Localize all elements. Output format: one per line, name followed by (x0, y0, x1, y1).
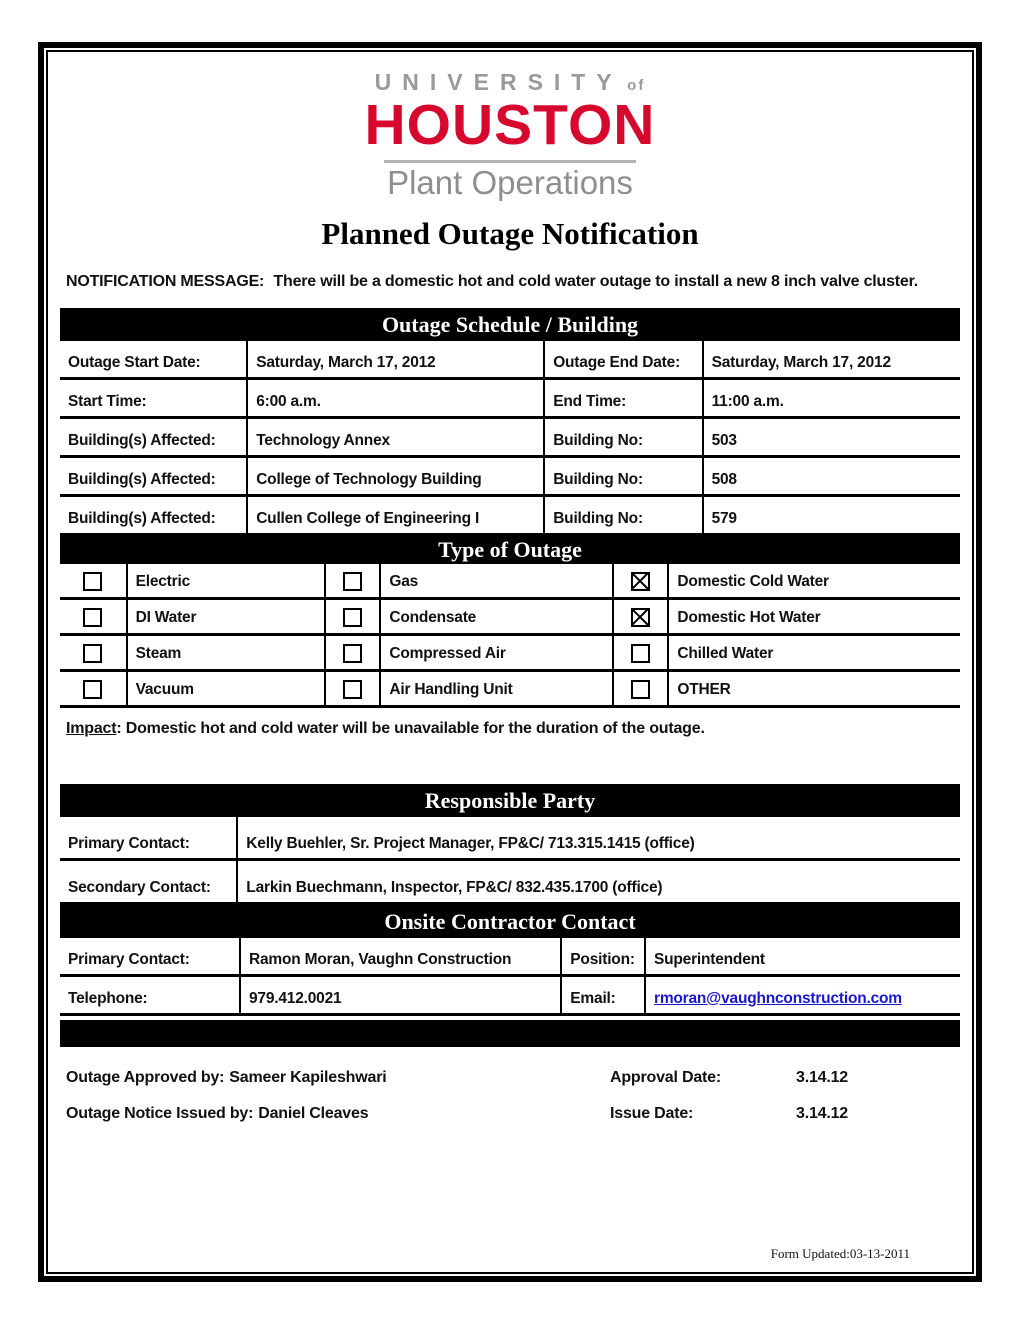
section-header-onsite-contractor: Onsite Contractor Contact (60, 905, 960, 938)
checkbox-chilled-water[interactable] (631, 644, 650, 663)
contact-value: Larkin Buechmann, Inspector, FP&C/ 832.435.1700 (office) (237, 859, 960, 903)
contact-label: Telephone: (60, 975, 240, 1014)
table-row (60, 598, 960, 634)
outage-type-label: Domestic Cold Water (668, 564, 960, 599)
section-header-outage-schedule: Outage Schedule / Building (60, 308, 960, 341)
outage-type-label: Domestic Hot Water (668, 598, 960, 634)
schedule-value: 579 (703, 495, 960, 534)
checkbox-domestic-cold-water[interactable] (631, 572, 650, 591)
outage-type-label: Steam (127, 634, 325, 670)
checkbox-di-water[interactable] (83, 608, 102, 627)
table-row (60, 670, 960, 706)
impact-label: Impact (66, 719, 117, 737)
contact-value: Superintendent (645, 938, 960, 976)
outage-type-label: DI Water (127, 598, 325, 634)
responsible-party-table (60, 817, 960, 905)
table-row (60, 975, 960, 1014)
approval-row (66, 1105, 954, 1123)
schedule-value: Cullen College of Engineering I (247, 495, 544, 534)
approval-date-label: Approval Date: (610, 1068, 721, 1086)
university-logo (60, 70, 960, 200)
section-spacer (60, 738, 960, 784)
contact-label: Primary Contact: (60, 938, 240, 976)
outage-type-table (60, 564, 960, 708)
logo-of-text: of (627, 77, 646, 94)
outage-schedule-table (60, 341, 960, 536)
outage-type-label: Compressed Air (380, 634, 612, 670)
schedule-value: College of Technology Building (247, 456, 544, 495)
notification-label: NOTIFICATION MESSAGE: (66, 273, 265, 291)
divider-bar (60, 1020, 960, 1047)
page-inner-frame (46, 50, 974, 1274)
contact-label: Position: (561, 938, 645, 976)
table-row (60, 564, 960, 599)
notification-text: There will be a domestic hot and cold water outage to install a new 8 inch valve cluster. (273, 273, 919, 291)
form-updated-note: Form Updated:03-13-2011 (770, 1246, 910, 1261)
issued-by-label: Outage Notice Issued by: (66, 1104, 254, 1122)
schedule-label: Outage Start Date: (60, 341, 247, 379)
checkbox-condensate[interactable] (343, 608, 362, 627)
page-title: Planned Outage Notification (321, 216, 699, 252)
checkbox-other[interactable] (631, 680, 650, 699)
schedule-label: Building(s) Affected: (60, 417, 247, 456)
table-row (60, 341, 960, 379)
checkbox-air-handling-unit[interactable] (343, 680, 362, 699)
checkbox-cell (60, 634, 127, 670)
impact-text: : Domestic hot and cold water will be unavailable for the duration of the outage. (116, 719, 705, 737)
schedule-value: 508 (703, 456, 960, 495)
schedule-value: 11:00 a.m. (703, 378, 960, 417)
contractor-email-link[interactable]: rmoran@vaughnconstruction.com (653, 989, 902, 1007)
schedule-value: Technology Annex (247, 417, 544, 456)
schedule-label: Outage End Date: (544, 341, 702, 379)
table-row (60, 417, 960, 456)
contact-value: 979.412.0021 (240, 975, 561, 1014)
logo-divider-rule (384, 160, 636, 163)
logo-houston-text: HOUSTON (364, 92, 656, 157)
checkbox-cell (613, 634, 669, 670)
table-row (60, 859, 960, 903)
checkbox-cell (325, 634, 381, 670)
contact-label: Secondary Contact: (60, 859, 237, 903)
schedule-value: Saturday, March 17, 2012 (247, 341, 544, 379)
schedule-value: Saturday, March 17, 2012 (703, 341, 960, 379)
notification-message (66, 270, 936, 293)
issued-by (66, 1105, 610, 1123)
table-row (60, 817, 960, 860)
checkbox-cell (613, 670, 669, 706)
issue-date-label: Issue Date: (610, 1104, 694, 1122)
outage-type-label: Condensate (380, 598, 612, 634)
checkbox-cell (60, 598, 127, 634)
contact-value (645, 975, 960, 1014)
approved-by-name: Sameer Kapileshwari (229, 1068, 387, 1086)
logo-university-line (60, 70, 960, 95)
schedule-value: 503 (703, 417, 960, 456)
schedule-label: Building No: (544, 495, 702, 534)
table-row (60, 938, 960, 976)
approved-by (66, 1069, 610, 1087)
approval-block (60, 1069, 960, 1123)
contractor-contact-table (60, 938, 960, 1016)
table-row (60, 378, 960, 417)
contact-value: Kelly Buehler, Sr. Project Manager, FP&C/ 713.315.1415 (office) (237, 817, 960, 860)
logo-university-text: UNIVERSITY (374, 69, 623, 95)
outage-type-label: Vacuum (127, 670, 325, 706)
issued-by-name: Daniel Cleaves (258, 1104, 369, 1122)
checkbox-gas[interactable] (343, 572, 362, 591)
checkbox-domestic-hot-water[interactable] (631, 608, 650, 627)
checkbox-cell (613, 564, 669, 599)
table-row (60, 634, 960, 670)
checkbox-compressed-air[interactable] (343, 644, 362, 663)
issue-date-value: 3.14.12 (796, 1104, 848, 1122)
table-row (60, 495, 960, 534)
schedule-value: 6:00 a.m. (247, 378, 544, 417)
table-row (60, 456, 960, 495)
contact-label: Primary Contact: (60, 817, 237, 860)
checkbox-cell (60, 670, 127, 706)
approved-by-label: Outage Approved by: (66, 1068, 225, 1086)
checkbox-cell (325, 564, 381, 599)
checkbox-electric[interactable] (83, 572, 102, 591)
approval-row (66, 1069, 954, 1087)
schedule-label: Building(s) Affected: (60, 456, 247, 495)
schedule-label: Building No: (544, 417, 702, 456)
schedule-label: Start Time: (60, 378, 247, 417)
page-outer-frame (38, 42, 982, 1282)
approval-date-value: 3.14.12 (796, 1068, 848, 1086)
outage-type-label: Chilled Water (668, 634, 960, 670)
checkbox-vacuum[interactable] (83, 680, 102, 699)
checkbox-cell (613, 598, 669, 634)
schedule-label: Building No: (544, 456, 702, 495)
impact-statement (66, 720, 954, 738)
schedule-label: End Time: (544, 378, 702, 417)
contact-label: Email: (561, 975, 645, 1014)
section-header-type-of-outage: Type of Outage (60, 536, 960, 564)
contact-value: Ramon Moran, Vaughn Construction (240, 938, 561, 976)
checkbox-cell (60, 564, 127, 599)
outage-type-label: OTHER (668, 670, 960, 706)
logo-subtitle: Plant Operations (387, 163, 633, 201)
schedule-label: Building(s) Affected: (60, 495, 247, 534)
outage-type-label: Air Handling Unit (380, 670, 612, 706)
outage-type-label: Gas (380, 564, 612, 599)
checkbox-steam[interactable] (83, 644, 102, 663)
checkbox-cell (325, 670, 381, 706)
checkbox-cell (325, 598, 381, 634)
section-header-responsible-party: Responsible Party (60, 784, 960, 817)
outage-type-label: Electric (127, 564, 325, 599)
